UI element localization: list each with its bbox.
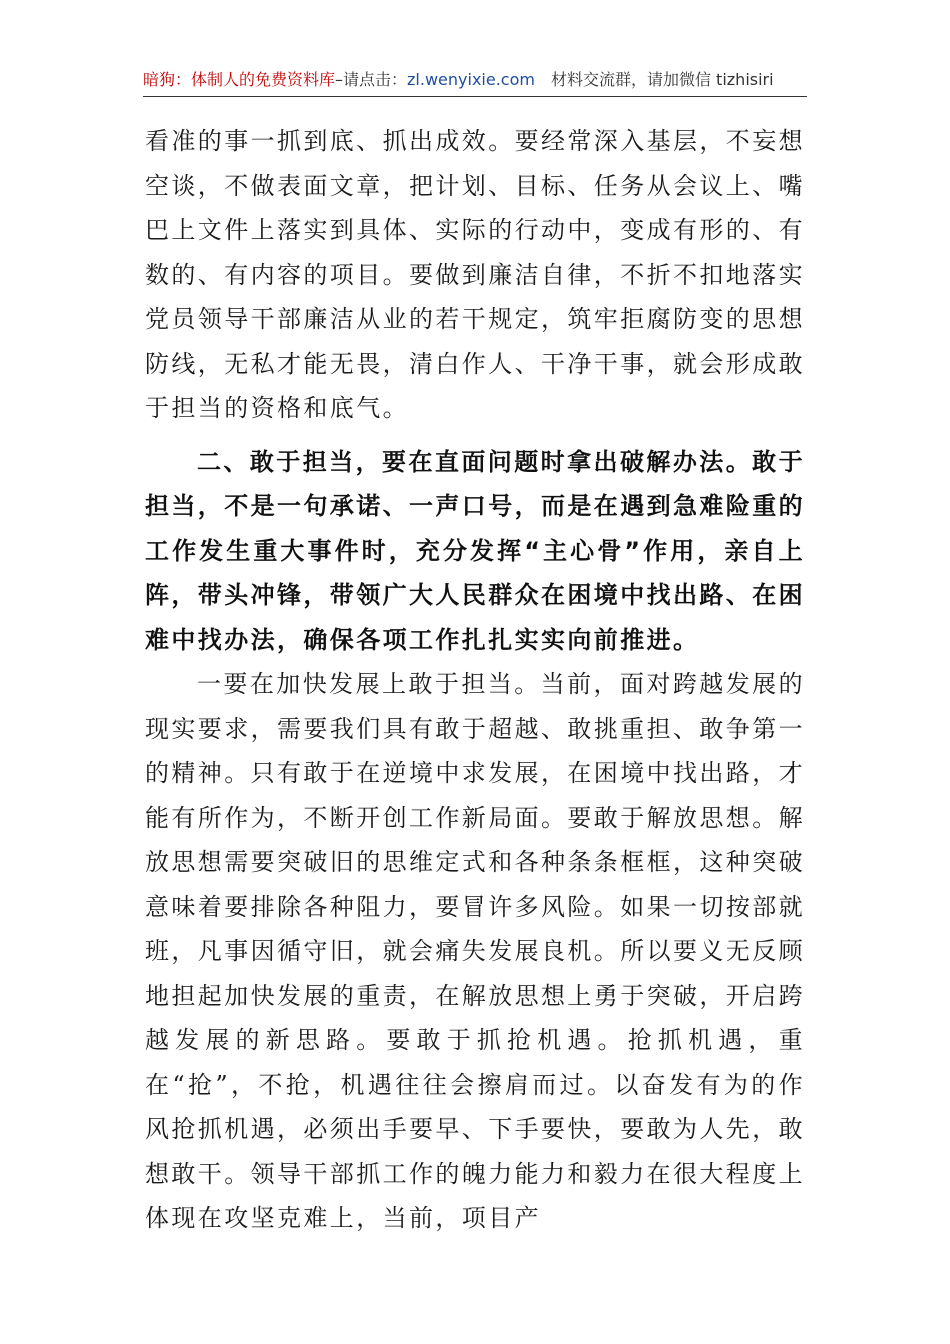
header-wechat-note: 材料交流群，请加微信 tizhisiri [550, 70, 774, 89]
document-body [145, 119, 805, 1241]
paragraph-continuation: 看准的事一抓到底、抓出成效。要经常深入基层，不妄想空谈，不做表面文章，把计划、目标、任务从会议上、嘴巴上文件上落实到具体、实际的行动中，变成有形的、有数的、有内容的项目。要做到廉洁自律，不折不扣地落实党员领导干部廉洁从业的若干规定，筑牢拒腐防变的思想防线，无私才能无畏，清白作人、干净干事，就会形成敢于担当的资格和底气。 [145, 127, 805, 422]
section-heading-paragraph: 二、敢于担当，要在直面问题时拿出破解办法。敢于担当，不是一句承诺、一声口号，而是在遇到急难险重的工作发生重大事件时，充分发挥“主心骨”作用，亲自上阵，带头冲锋，带领广大人民群众在困境中找出路、在困难中找办法，确保各项工作扎扎实实向前推进。 [145, 447, 805, 654]
header-separator: –请点击： [335, 70, 408, 89]
header-link[interactable]: zl.wenyixie.com [407, 70, 535, 89]
header-brand: 暗狗：体制人的免费资料库 [143, 70, 336, 89]
paragraph-development: 一要在加快发展上敢于担当。当前，面对跨越发展的现实要求，需要我们具有敢于超越、敢挑重担、敢争第一的精神。只有敢于在逆境中求发展，在困境中找出路，才能有所作为，不断开创工作新局面。要敢于解放思想。解放思想需要突破旧的思维定式和各种条条框框，这种突破意味着要排除各种阻力，要冒许多风险。如果一切按部就班，凡事因循守旧，就会痛失发展良机。所以要义无反顾地担起加快发展的重责，在解放思想上勇于突破，开启跨越发展的新思路。要敢于抓抢机遇。抢抓机遇，重在“抢”，不抢，机遇往往会擦肩而过。以奋发有为的作风抢抓机遇，必须出手要早、下手要快，要敢为人先，敢想敢干。领导干部抓工作的魄力能力和毅力在很大程度上体现在攻坚克难上，当前，项目产 [145, 670, 805, 1232]
page-header [143, 66, 807, 97]
